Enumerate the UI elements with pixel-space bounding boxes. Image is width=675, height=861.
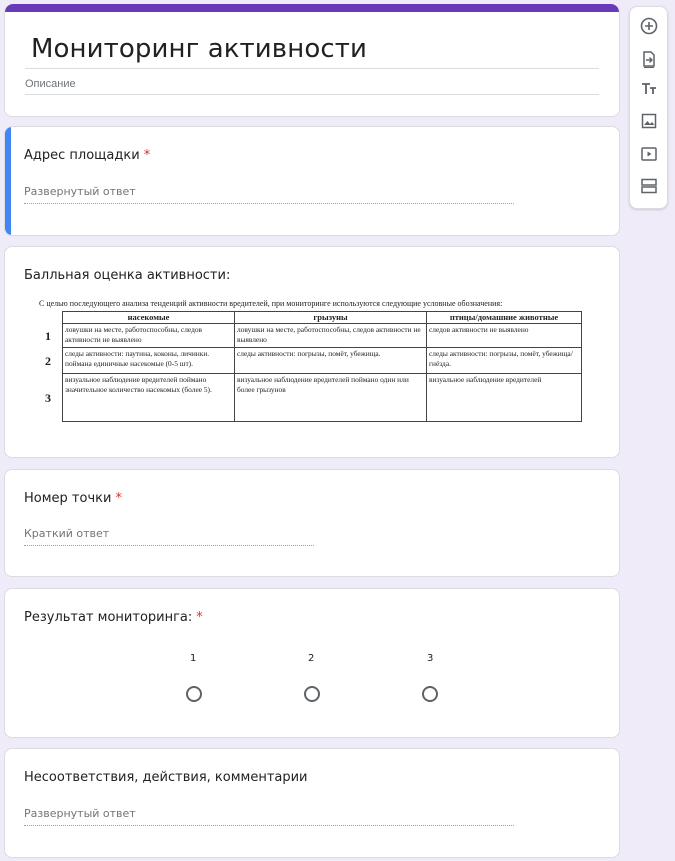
table-cell: ловушки на месте, работоспособны, следов активности не выявлено <box>63 324 235 348</box>
question-title-text: Номер точки <box>24 491 112 506</box>
scale-label-3: 3 <box>427 653 434 664</box>
required-asterisk: * <box>143 148 151 163</box>
table-cell: визуальное наблюдение вредителей <box>427 374 582 422</box>
question-title[interactable] <box>24 491 122 506</box>
table-cell: следы активности: погрызы, помёт, убежища. <box>235 348 427 374</box>
required-asterisk: * <box>196 610 203 625</box>
question-card-comments[interactable] <box>4 748 620 858</box>
header-birds-animals: птицы/домашние животные <box>427 312 582 324</box>
table-row <box>63 374 582 422</box>
row-number: 1 <box>45 329 51 343</box>
side-toolbar <box>629 6 668 209</box>
radio-option-3[interactable] <box>422 686 438 702</box>
table-row <box>63 348 582 374</box>
question-title-text: Результат мониторинга: <box>24 610 193 625</box>
question-title[interactable]: Балльная оценка активности: <box>24 268 231 283</box>
radio-option-2[interactable] <box>304 686 320 702</box>
scale-label-2: 2 <box>308 653 315 664</box>
question-title[interactable] <box>24 610 203 625</box>
table-row <box>63 324 582 348</box>
theme-bar <box>5 4 619 12</box>
scale-label-1: 1 <box>190 653 197 664</box>
question-title[interactable] <box>24 148 150 163</box>
question-card-point-number[interactable] <box>4 469 620 577</box>
rating-table-image <box>37 299 587 422</box>
table-cell: следы активности: паутина, коконы, личинки. поймана единичные насекомые (0-5 шт). <box>63 348 235 374</box>
short-answer-field: Краткий ответ <box>24 527 314 546</box>
question-card-result[interactable] <box>4 588 620 738</box>
table-cell: визуальное наблюдение вредителей поймано один или более грызунов <box>235 374 427 422</box>
long-answer-field: Развернутый ответ <box>24 807 514 826</box>
rating-table <box>62 311 582 422</box>
rating-caption: С целью последующего анализа тенденций активности вредителей, при мониторинге используются следующие условные обозначения: <box>39 299 503 308</box>
header-rodents: грызуны <box>235 312 427 324</box>
form-description-field[interactable]: Описание <box>25 78 76 90</box>
table-cell: ловушки на месте, работоспособны, следов активности не выявлено <box>235 324 427 348</box>
long-answer-field: Развернутый ответ <box>24 185 514 204</box>
question-card-address[interactable] <box>4 126 620 236</box>
table-cell: визуальное наблюдение вредителей поймано значительное количество насекомых (более 5). <box>63 374 235 422</box>
radio-option-1[interactable] <box>186 686 202 702</box>
question-title-text: Адрес площадки <box>24 148 140 163</box>
question-title[interactable]: Несоответствия, действия, комментарии <box>24 770 308 785</box>
table-cell: следы активности: погрызы, помёт, убежища/гнёзда. <box>427 348 582 374</box>
add-image-icon[interactable] <box>639 111 659 131</box>
question-card-rating[interactable] <box>4 246 620 458</box>
add-section-icon[interactable] <box>639 176 659 196</box>
form-header-card[interactable] <box>4 4 620 117</box>
description-underline <box>25 94 599 95</box>
header-insects: насекомые <box>63 312 235 324</box>
required-asterisk: * <box>115 491 122 506</box>
row-number: 3 <box>45 391 51 405</box>
title-underline <box>25 68 599 69</box>
add-video-icon[interactable] <box>639 144 659 164</box>
form-title[interactable]: Мониторинг активности <box>31 34 367 64</box>
add-question-icon[interactable] <box>639 16 659 36</box>
table-header-row <box>63 312 582 324</box>
table-cell: следов активности не выявлено <box>427 324 582 348</box>
add-title-icon[interactable] <box>639 79 659 99</box>
row-number: 2 <box>45 354 51 368</box>
import-questions-icon[interactable] <box>639 49 659 69</box>
